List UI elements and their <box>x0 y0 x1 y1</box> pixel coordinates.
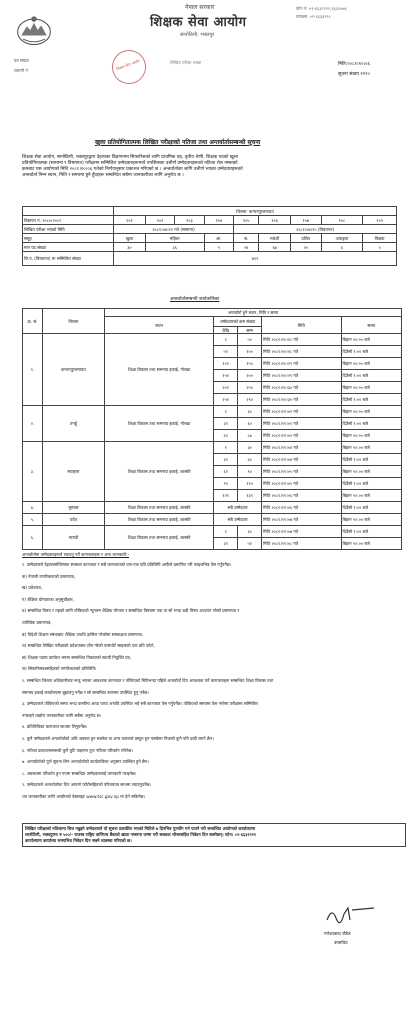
notice-number: सूचना संख्या ११२० <box>338 72 370 77</box>
col-venue: स्थान <box>104 317 213 334</box>
to-cell: ६० <box>238 454 262 466</box>
instruction-line: घ) सम्बन्धित विषय र तहको लागि तोकिएको न्यूनतम शैक्षिक योग्यता र सम्बन्धित विषयमा एक वा सो भन्दा बढी विषय अध्ययन गरेको प्रमाणपत्र र <box>22 608 240 614</box>
venue-cell: शिक्षा विकास तथा समन्वय इकाई, कास्की <box>104 502 213 514</box>
intro-line: क्रमबाट यस आयोगको मिति २०८१।१०।०६ गतेको निर्णयानुसार प्रकाशन गरिएको छ । अन्तर्वार्ताका लागि उत्तीर्ण भएका उम्मेदवारहरूको <box>22 167 243 172</box>
interview-schedule-table <box>22 308 402 550</box>
to-cell: ८७ <box>238 430 262 442</box>
date-cell: मिति २०८१।११।०४ गते <box>262 454 341 466</box>
from-cell: सबै उम्मेदवार <box>214 502 262 514</box>
post-count: ३६ <box>145 243 204 252</box>
schedule-row <box>23 334 402 346</box>
participants-count: ७११ <box>114 252 397 266</box>
exam-date-subject: २०८१।०७।२५ (विषयगत) <box>234 225 397 234</box>
time-cell: दिउँसो १:०० बजे <box>341 346 401 358</box>
adv-no: १०७ <box>291 216 322 225</box>
signer-name: गणेशप्रसाद पौडेल <box>324 931 351 936</box>
date-cell: मिति २०८१।११।०७ गते <box>262 514 341 526</box>
date-cell: मिति २०८१।११।०६ गते <box>262 502 341 514</box>
row-label: माग पद संख्या <box>23 243 114 252</box>
venue-cell: शिक्षा विकास तथा समन्वय इकाई, गोरखा <box>104 406 213 442</box>
adv-no: १०४ <box>204 216 233 225</box>
instruction-line: ज) सिफारिसपत्रसहितको नागरिकताको प्रतिलिपि। <box>22 666 97 672</box>
schedule-row <box>23 502 402 514</box>
row-label: लिखित परीक्षा भएको मिति <box>23 225 114 234</box>
time-cell: दिउँसो १:०० बजे <box>341 454 401 466</box>
instruction-line: ९. उम्मेदवारले अन्तर्वार्ताका दिन आफ्नो फोटोसहितको परिचयपत्र साथमा ल्याउनुपर्नेछ। <box>22 782 152 788</box>
time-cell: दिउँसो १:०० बजे <box>341 478 401 490</box>
to-cell: १३१ <box>238 490 262 502</box>
govt-label: नेपाल सरकार <box>185 4 215 11</box>
time-cell: बिहान १०:०० बजे <box>341 490 401 502</box>
from-cell: सबै उम्मेदवार <box>214 514 262 526</box>
col-date: मिति <box>262 317 341 334</box>
from-cell: २०१ <box>214 382 238 394</box>
adv-no: १०९ <box>363 216 397 225</box>
signer-title: उपसचिव <box>334 940 348 945</box>
date-cell: मिति २०८१।११।०७ गते <box>262 526 341 538</box>
instruction-line: २. सम्बन्धित जिल्ला अधिकारीबाट रूजु भएका आवश्यक कागजात र तोकिएको मितिभन्दा पहिले अन्तर्वार्ता दिन आवश्यक पर्ने कागजातहरू सम्बन्धित शिक्षा विकास तथा <box>22 677 274 683</box>
date-cell: मिति २०८१।११।०६ गते <box>262 490 341 502</box>
intro-line: प्रतियोगितात्मक (सामान्य र विषयगत) परीक्षामा सम्मिलित उम्मेदवारहरूमध्ये तपसिलका उत्तीर्ण उम्मेदवारहरूको नतिजा रोल नम्बरको <box>22 161 238 166</box>
interview-schedule-title: अन्तर्वार्तासम्बन्धी कार्यतालिका <box>170 297 220 302</box>
office-stamp <box>107 45 151 89</box>
to-cell: ३० <box>238 442 262 454</box>
date-cell: मिति २०८१।१०।२९ गते <box>262 358 341 370</box>
schedule-row <box>23 514 402 526</box>
signature <box>322 902 382 928</box>
to-cell: ५१ <box>238 538 262 550</box>
instruction-line: क) नेपाली नागरिकताको प्रमाणपत्र, <box>22 573 76 579</box>
time-cell: बिहान १०:०० बजे <box>341 442 401 454</box>
adv-no: १०२ <box>145 216 174 225</box>
group-cell: पिछडा <box>363 234 397 243</box>
instruction-line: च) सम्बन्धित लिखित परीक्षाको प्रवेशपत्रमा टाँस गरेको पासपोर्ट साइजको एक प्रति फोटो, <box>22 643 155 649</box>
adv-no: १०६ <box>259 216 291 225</box>
intro-paragraph <box>22 155 407 179</box>
adv-no: १०५ <box>234 216 259 225</box>
time-cell: दिउँसो १:०० बजे <box>341 370 401 382</box>
instruction-line: छ) शिक्षक पदमा कार्यरत भएमा सम्बन्धित निकायको स्थायी नियुक्ति पत्र, <box>22 654 132 660</box>
group-cell: दलित <box>291 234 322 243</box>
date-cell: मिति २०८१।११।०१ गते <box>262 418 341 430</box>
instruction-line: ८. अवस्थामा परिवर्तन हुन गएमा सम्बन्धित उम्मेदवारलाई जानकारी गराइनेछ। <box>22 770 137 776</box>
venue-cell: शिक्षा विकास तथा समन्वय इकाई, कास्की <box>104 442 213 502</box>
to-cell: १२० <box>238 478 262 490</box>
to-cell: ९० <box>238 466 262 478</box>
date-cell: मिति २०८१।११।०२ गते <box>262 430 341 442</box>
from-cell: १ <box>214 526 238 538</box>
from-cell: १५१ <box>214 370 238 382</box>
notice-date: मिति:२०८१।१०।०६ <box>338 62 370 67</box>
from-cell: १ <box>214 442 238 454</box>
nepal-emblem-icon <box>14 10 54 50</box>
post-count: ३० <box>114 243 146 252</box>
group-cell: महिला <box>145 234 204 243</box>
from-cell: ६१ <box>214 466 238 478</box>
exam-date-general: २०८१।०७।२२ गते (सामान्य) <box>114 225 234 234</box>
col-time: समय <box>341 317 401 334</box>
time-cell: बिहान १०:०० बजे <box>341 334 401 346</box>
group-cell: अपाङ्गता <box>321 234 363 243</box>
time-cell: दिउँसो १:०० बजे <box>341 418 401 430</box>
region-header: जिल्ला: कन्चनपुरलगायत <box>114 207 397 216</box>
group-cell: आ. <box>204 234 233 243</box>
instruction-line: ङ) विदेशी शिक्षण संस्थाबाट शैक्षिक उपाधि हासिल गरेकोमा समकक्षता प्रमाणपत्र, <box>22 631 144 637</box>
col-from: देखि <box>214 327 238 334</box>
district-cell: म्याग्दी <box>42 526 104 550</box>
time-cell: बिहान १०:०० बजे <box>341 358 401 370</box>
notice-box-line: लिखित परीक्षाको नतिजामा चित्त नबुझ्ने उम्मेदवारले यो सूचना प्रकाशित भएको मितिले ७ दिनभित्र पुनर्योग गर्न पाउने गरी सम्बन्धित आयोगको कार्यालयमा <box>25 826 256 831</box>
ref-number-label: पत्र संख्या <box>14 58 29 63</box>
venue-cell: शिक्षा विकास तथा समन्वय इकाई, गोरखा <box>104 334 213 406</box>
instruction-line: ६. नतिजा प्रकाशनसम्बन्धी कुनै त्रुटि पाइएमा पुनः नतिजा परिवर्तन गरिनेछ। <box>22 747 133 753</box>
from-cell: ३१ <box>214 538 238 550</box>
to-cell: ६० <box>238 418 262 430</box>
col-sn: क्र. सं. <box>23 309 43 334</box>
date-cell: मिति २०८१।११।०१ गते <box>262 406 341 418</box>
time-cell: बिहान १०:०० बजे <box>341 538 401 550</box>
district-cell: मुस्ताङ <box>42 502 104 514</box>
notice-box-line: सानोठिमी, भक्तपुरमा रु ५००/- राजस्व राष्ट्रिय वाणिज्य बैंकको खाता नम्बरमा जम्मा गरी सक्कल भौचरसहित निवेदन दिन सक्नेछन्। फोन: ०१-६६३२२२१ <box>25 832 257 837</box>
date-cell: मिति २०८१।११।०४ गते <box>262 442 341 454</box>
date-cell: मिति २०८१।११।०५ गते <box>262 466 341 478</box>
phone-text: फोन नं: ०१-६६३२२२१,६६३२०७६ <box>296 6 347 11</box>
fax-text: फ्याक्स: ०१-६६३३९९० <box>296 14 331 19</box>
post-count: ६७ <box>259 243 291 252</box>
instruction-line: १. उम्मेदवारले देहायबमोजिमका सक्कल कागजात र सबै कागजातको एक-एक प्रति प्रतिलिपि आफैंले प्रमाणित गरी फाइलभित्र पेस गर्नुपर्नेछ। <box>22 562 232 567</box>
schedule-row <box>23 406 402 418</box>
instruction-line: समन्वय इकाई कार्यालयमा बुझाउनु पर्नेछ र सो सम्बन्धित स्थानमा उपस्थित हुनु पर्नेछ। <box>22 689 149 695</box>
date-cell: मिति २०८१।१०।२९ गते <box>262 370 341 382</box>
time-cell: बिहान १०:०० बजे <box>341 430 401 442</box>
org-address: सानोठिमी, भक्तपुर <box>180 32 215 38</box>
sn-cell: ४. <box>23 502 43 514</box>
stamp-text: शिक्षक सेवा आयोग <box>115 58 141 72</box>
row-label-text: विज्ञापन नं. <box>24 217 41 223</box>
instruction-line: ४. प्रतिलिपिका कागजात साथमा लिनुपर्नेछ। <box>22 724 88 730</box>
district-cell: कन्चनपुरलगायत <box>42 334 104 406</box>
post-count: ६ <box>321 243 363 252</box>
from-cell: ९१ <box>214 478 238 490</box>
intro-line: शिक्षक सेवा आयोग, सानोठिमी, भक्तपुरद्वारा देहायका विज्ञापनमा सिफारिसको लागि प्राथमिक तह, तृतीय श्रेणी, शिक्षक पदको खुला <box>22 155 238 160</box>
district-cell: पर्वत <box>42 514 104 526</box>
instruction-line: ५. कुनै उम्मेदवारले अन्तर्वार्ताको अघि अवस्था हुन सक्नेछ वा अन्य कारणले प्रस्तुत हुन नसकेमा निजको कुनै पनि दाबी लाग्ने छैन। <box>22 735 214 741</box>
time-cell: दिउँसो १:०० बजे <box>341 502 401 514</box>
instruction-line: ग) शैक्षिक योग्यताका अनुसूचीहरू, <box>22 596 74 602</box>
adv-no: १०३ <box>175 216 204 225</box>
notice-title: खुला प्रतियोगितात्मक लिखित परीक्षाको नतिजा तथा अन्तर्वार्तासम्बन्धी सूचना <box>95 139 261 146</box>
from-cell: १०१ <box>214 358 238 370</box>
row-label <box>23 216 114 225</box>
instruction-line: ३. उम्मेदवारले तोकिएको समय भन्दा कम्तीमा आधा घण्टा अगाडि उपस्थित भई सबै कागजात पेस गर्नुपर्नेछ। तोकिएको समयमा पेस नगरेमा परीक्षामा सम्मिलित <box>22 701 258 707</box>
date-cell: मिति २०८१।१०।३० गते <box>262 394 341 406</box>
date-cell: मिति २०८१।११।०८ गते <box>262 538 341 550</box>
col-venue-group: अन्तर्वार्ता हुने स्थान, मिति र समय <box>104 309 401 317</box>
from-cell: २५१ <box>214 394 238 406</box>
dispatch-number-label: चलानी नं <box>14 68 28 73</box>
to-cell: १०० <box>238 346 262 358</box>
to-cell: १५० <box>238 358 262 370</box>
post-count: ९ <box>204 243 233 252</box>
sn-cell: १. <box>23 334 43 406</box>
time-cell: बिहान १०:०० बजे <box>341 382 401 394</box>
from-cell: १ <box>214 334 238 346</box>
district-cell: तनहुँ <box>42 406 104 442</box>
row-label: लि.प. (विषयगत) मा सम्मिलित संख्या <box>23 252 114 266</box>
from-cell: १२१ <box>214 490 238 502</box>
col-to: सम्म <box>238 327 262 334</box>
emblem-logo <box>14 10 58 50</box>
col-count: उम्मेदवारको क्रम संख्या <box>214 317 262 327</box>
adv-sub-text: २०८०।२०८१ <box>42 217 62 223</box>
group-cell: मधेशी <box>259 234 291 243</box>
signature-scribble-icon <box>322 902 382 928</box>
group-cell: खुला <box>114 234 146 243</box>
intro-line: अन्तर्वार्ता निम्न स्थान, मिति र समयमा हुने हुँदाहरू सम्बन्धित सबैमा जानकारीका लागि अनुरोध छ । <box>22 173 184 178</box>
sn-cell: ३. <box>23 442 43 502</box>
from-cell: ३१ <box>214 418 238 430</box>
from-cell: ६१ <box>214 430 238 442</box>
sn-cell: २. <box>23 406 43 442</box>
post-count: ५ <box>363 243 397 252</box>
instruction-line: चारित्रिक प्रमाणपत्र, <box>22 619 52 625</box>
to-cell: ५० <box>238 334 262 346</box>
schedule-row <box>23 442 402 454</box>
time-cell: बिहान १०:०० बजे <box>341 466 401 478</box>
adv-no: १०८ <box>321 216 363 225</box>
instruction-line: ख) प्रवेशपत्र, <box>22 585 42 591</box>
instruction-line: थप जानकारीका लागि आयोगको वेबसाइट www.tsc.gov.np मा हेर्न सकिनेछ। <box>22 793 146 799</box>
advertisement-table <box>22 206 397 266</box>
org-name: शिक्षक सेवा आयोग <box>150 15 247 30</box>
group-cell: ज. <box>234 234 259 243</box>
blank-cell <box>23 207 114 216</box>
section-name: लिखित परीक्षा शाखा <box>170 60 202 65</box>
instructions-list <box>22 562 407 805</box>
from-cell: १ <box>214 406 238 418</box>
time-cell: दिउँसो १:०० बजे <box>341 526 401 538</box>
post-count: २४ <box>234 243 259 252</box>
time-cell: दिउँसो १:०० बजे <box>341 394 401 406</box>
time-cell: बिहान १०:०० बजे <box>341 406 401 418</box>
notice-box <box>22 823 406 847</box>
sn-cell: ६. <box>23 526 43 550</box>
post-count: २० <box>291 243 322 252</box>
instruction-line: ७. अन्तर्वार्ताको पूर्ण सूचना लिन अन्तर्वार्ताको कार्यतालिका अनुसार उपस्थित हुने छैन। <box>22 759 149 765</box>
schedule-row <box>23 526 402 538</box>
from-cell: ५१ <box>214 346 238 358</box>
to-cell: ३० <box>238 406 262 418</box>
from-cell: ३१ <box>214 454 238 466</box>
venue-cell: शिक्षा विकास तथा समन्वय इकाई, कास्की <box>104 526 213 550</box>
to-cell: ३० <box>238 526 262 538</box>
instructions-heading: अन्तर्वार्तामा उम्मेदवारहरूले ल्याउनु पर्ने कागजातहरू र अन्य जानकारी:- <box>22 552 129 557</box>
date-cell: मिति २०८१।१०।२८ गते <box>262 334 341 346</box>
to-cell: २०० <box>238 370 262 382</box>
row-label: समूह <box>23 234 114 243</box>
instruction-line: नगराइने व्यहोरा जानकारीका लागि सबैमा अनुरोध छ। <box>22 712 102 718</box>
sn-cell: ५. <box>23 514 43 526</box>
time-cell: बिहान १०:०० बजे <box>341 514 401 526</box>
col-district: जिल्ला <box>42 309 104 334</box>
date-cell: मिति २०८१।१०।३० गते <box>262 382 341 394</box>
district-cell: स्याङ्जा <box>42 442 104 502</box>
venue-cell: शिक्षा विकास तथा समन्वय इकाई, कास्की <box>104 514 213 526</box>
adv-no: १०१ <box>114 216 146 225</box>
date-cell: मिति २०८१।१०।२८ गते <box>262 346 341 358</box>
to-cell: २९० <box>238 394 262 406</box>
to-cell: २५० <box>238 382 262 394</box>
notice-box-line: कार्यालयमा कार्यालय समयभित्र निवेदन दिन सक्ने व्यवस्था गरिएको छ। <box>25 838 132 843</box>
date-cell: मिति २०८१।११।०५ गते <box>262 478 341 490</box>
